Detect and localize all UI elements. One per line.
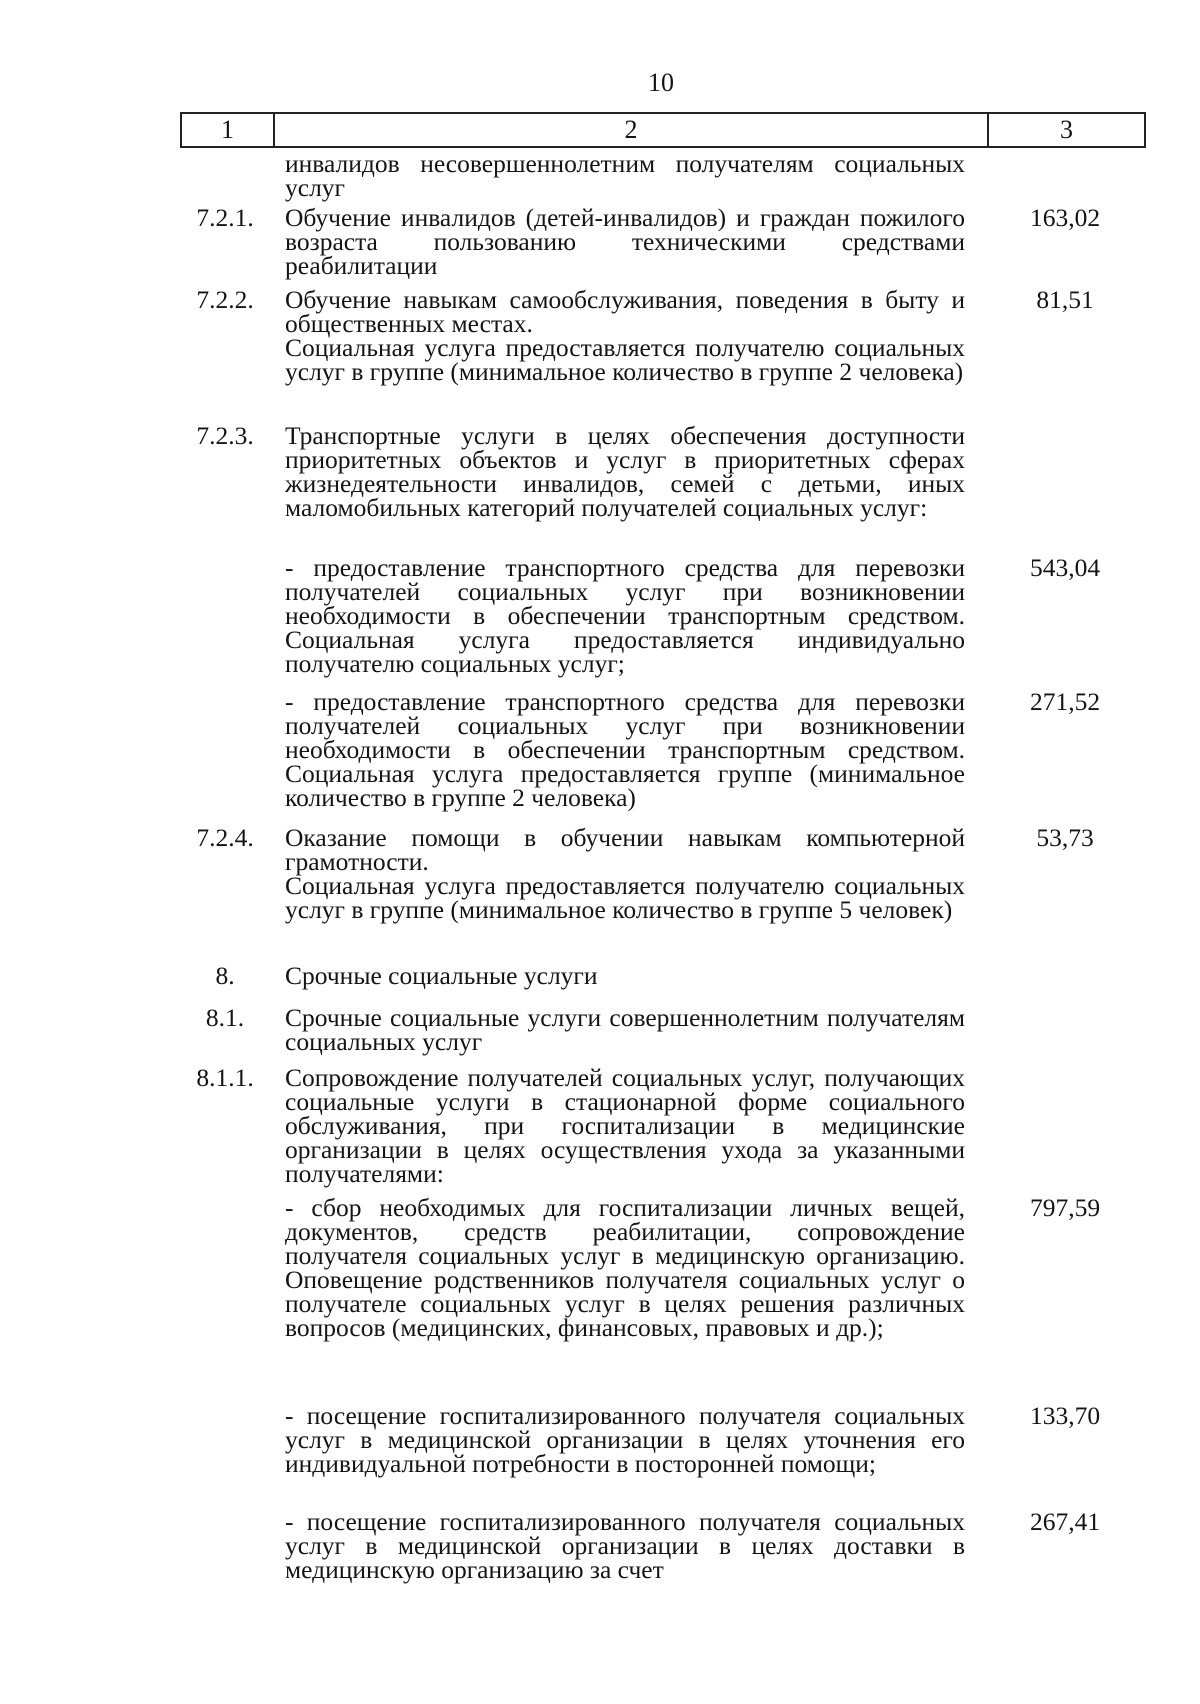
row-paragraph: инвалидов несовершеннолетним получателям социальных услуг — [285, 149, 965, 202]
row-price: 133,70 — [1029, 1401, 1101, 1430]
row-description — [285, 421, 965, 522]
row-paragraph: - предоставление транспортного средства для перевозки получателей социальных услуг при возникновении необходимости в обеспечении транспортным средством. Социальная услуга предоставляется индивидуально получателю социальных услуг; — [285, 553, 965, 678]
row-description — [285, 1507, 965, 1584]
row-number: 7.2.3. — [196, 421, 254, 450]
row-number: 8.1.1. — [196, 1063, 254, 1092]
row-description — [285, 1003, 965, 1056]
row-paragraph: Обучение навыкам самообслуживания, поведения в быту и общественных местах. — [285, 285, 965, 338]
row-number: 7.2.1. — [196, 203, 254, 232]
header-cell-col1: 1 — [182, 114, 275, 146]
row-description — [285, 203, 965, 280]
row-description — [285, 823, 965, 924]
row-number: 7.2.4. — [196, 823, 254, 852]
row-paragraph: - посещение госпитализированного получателя социальных услуг в медицинской организации в целях уточнения его индивидуальной потребности в посторонней помощи; — [285, 1401, 965, 1478]
row-price: 267,41 — [1029, 1507, 1101, 1536]
page-number: 10 — [648, 68, 674, 97]
row-paragraph: Социальная услуга предоставляется получателю социальных услуг в группе (минимальное количество в группе 2 человека) — [285, 333, 965, 386]
row-description — [285, 149, 965, 202]
row-number: 8. — [215, 961, 235, 990]
row-description — [285, 1063, 965, 1188]
row-description — [285, 553, 965, 678]
row-paragraph: Транспортные услуги в целях обеспечения доступности приоритетных объектов и услуг в приоритетных сферах жизнедеятельности инвалидов, семей с детьми, иных маломобильных категорий получателей социальных услуг: — [285, 421, 965, 522]
row-paragraph: - предоставление транспортного средства для перевозки получателей социальных услуг при возникновении необходимости в обеспечении транспортным средством. Социальная услуга предоставляется группе (минимальное количество в группе 2 человека) — [285, 687, 965, 812]
table-header — [180, 112, 1146, 148]
row-price: 271,52 — [1029, 687, 1101, 716]
row-description — [285, 285, 965, 386]
row-paragraph: Срочные социальные услуги совершеннолетним получателям социальных услуг — [285, 1003, 965, 1056]
row-paragraph: - посещение госпитализированного получателя социальных услуг в медицинской организации в целях доставки в медицинскую организацию за счет — [285, 1507, 965, 1584]
row-description — [285, 1401, 965, 1478]
row-price: 53,73 — [1036, 823, 1094, 852]
row-description — [285, 687, 965, 812]
row-description — [285, 1193, 965, 1342]
row-number: 8.1. — [205, 1003, 245, 1032]
row-price: 163,02 — [1029, 203, 1101, 232]
row-description — [285, 961, 965, 990]
row-price: 797,59 — [1029, 1193, 1101, 1222]
row-price: 81,51 — [1036, 285, 1094, 314]
row-price: 543,04 — [1029, 553, 1101, 582]
row-paragraph: Обучение инвалидов (детей-инвалидов) и граждан пожилого возраста пользованию техническими средствами реабилитации — [285, 203, 965, 280]
row-paragraph: Социальная услуга предоставляется получателю социальных услуг в группе (минимальное количество в группе 5 человек) — [285, 871, 965, 924]
row-paragraph: Срочные социальные услуги — [285, 961, 598, 990]
row-number: 7.2.2. — [196, 285, 254, 314]
row-paragraph: Оказание помощи в обучении навыкам компьютерной грамотности. — [285, 823, 965, 876]
row-paragraph: Сопровождение получателей социальных услуг, получающих социальные услуги в стационарной форме социального обслуживания, при госпитализации в медицинские организации в целях осуществления ухода за указанными получателями: — [285, 1063, 965, 1188]
row-paragraph: - сбор необходимых для госпитализации личных вещей, документов, средств реабилитации, сопровождение получателя социальных услуг в медицинскую организацию. Оповещение родственников получателя социальных услуг о получателе социальных услуг в целях решения различных вопросов (медицинских, финансовых, правовых и др.); — [285, 1193, 965, 1342]
header-cell-col3: 3 — [1060, 115, 1073, 144]
header-cell-col2: 2 — [275, 114, 989, 146]
